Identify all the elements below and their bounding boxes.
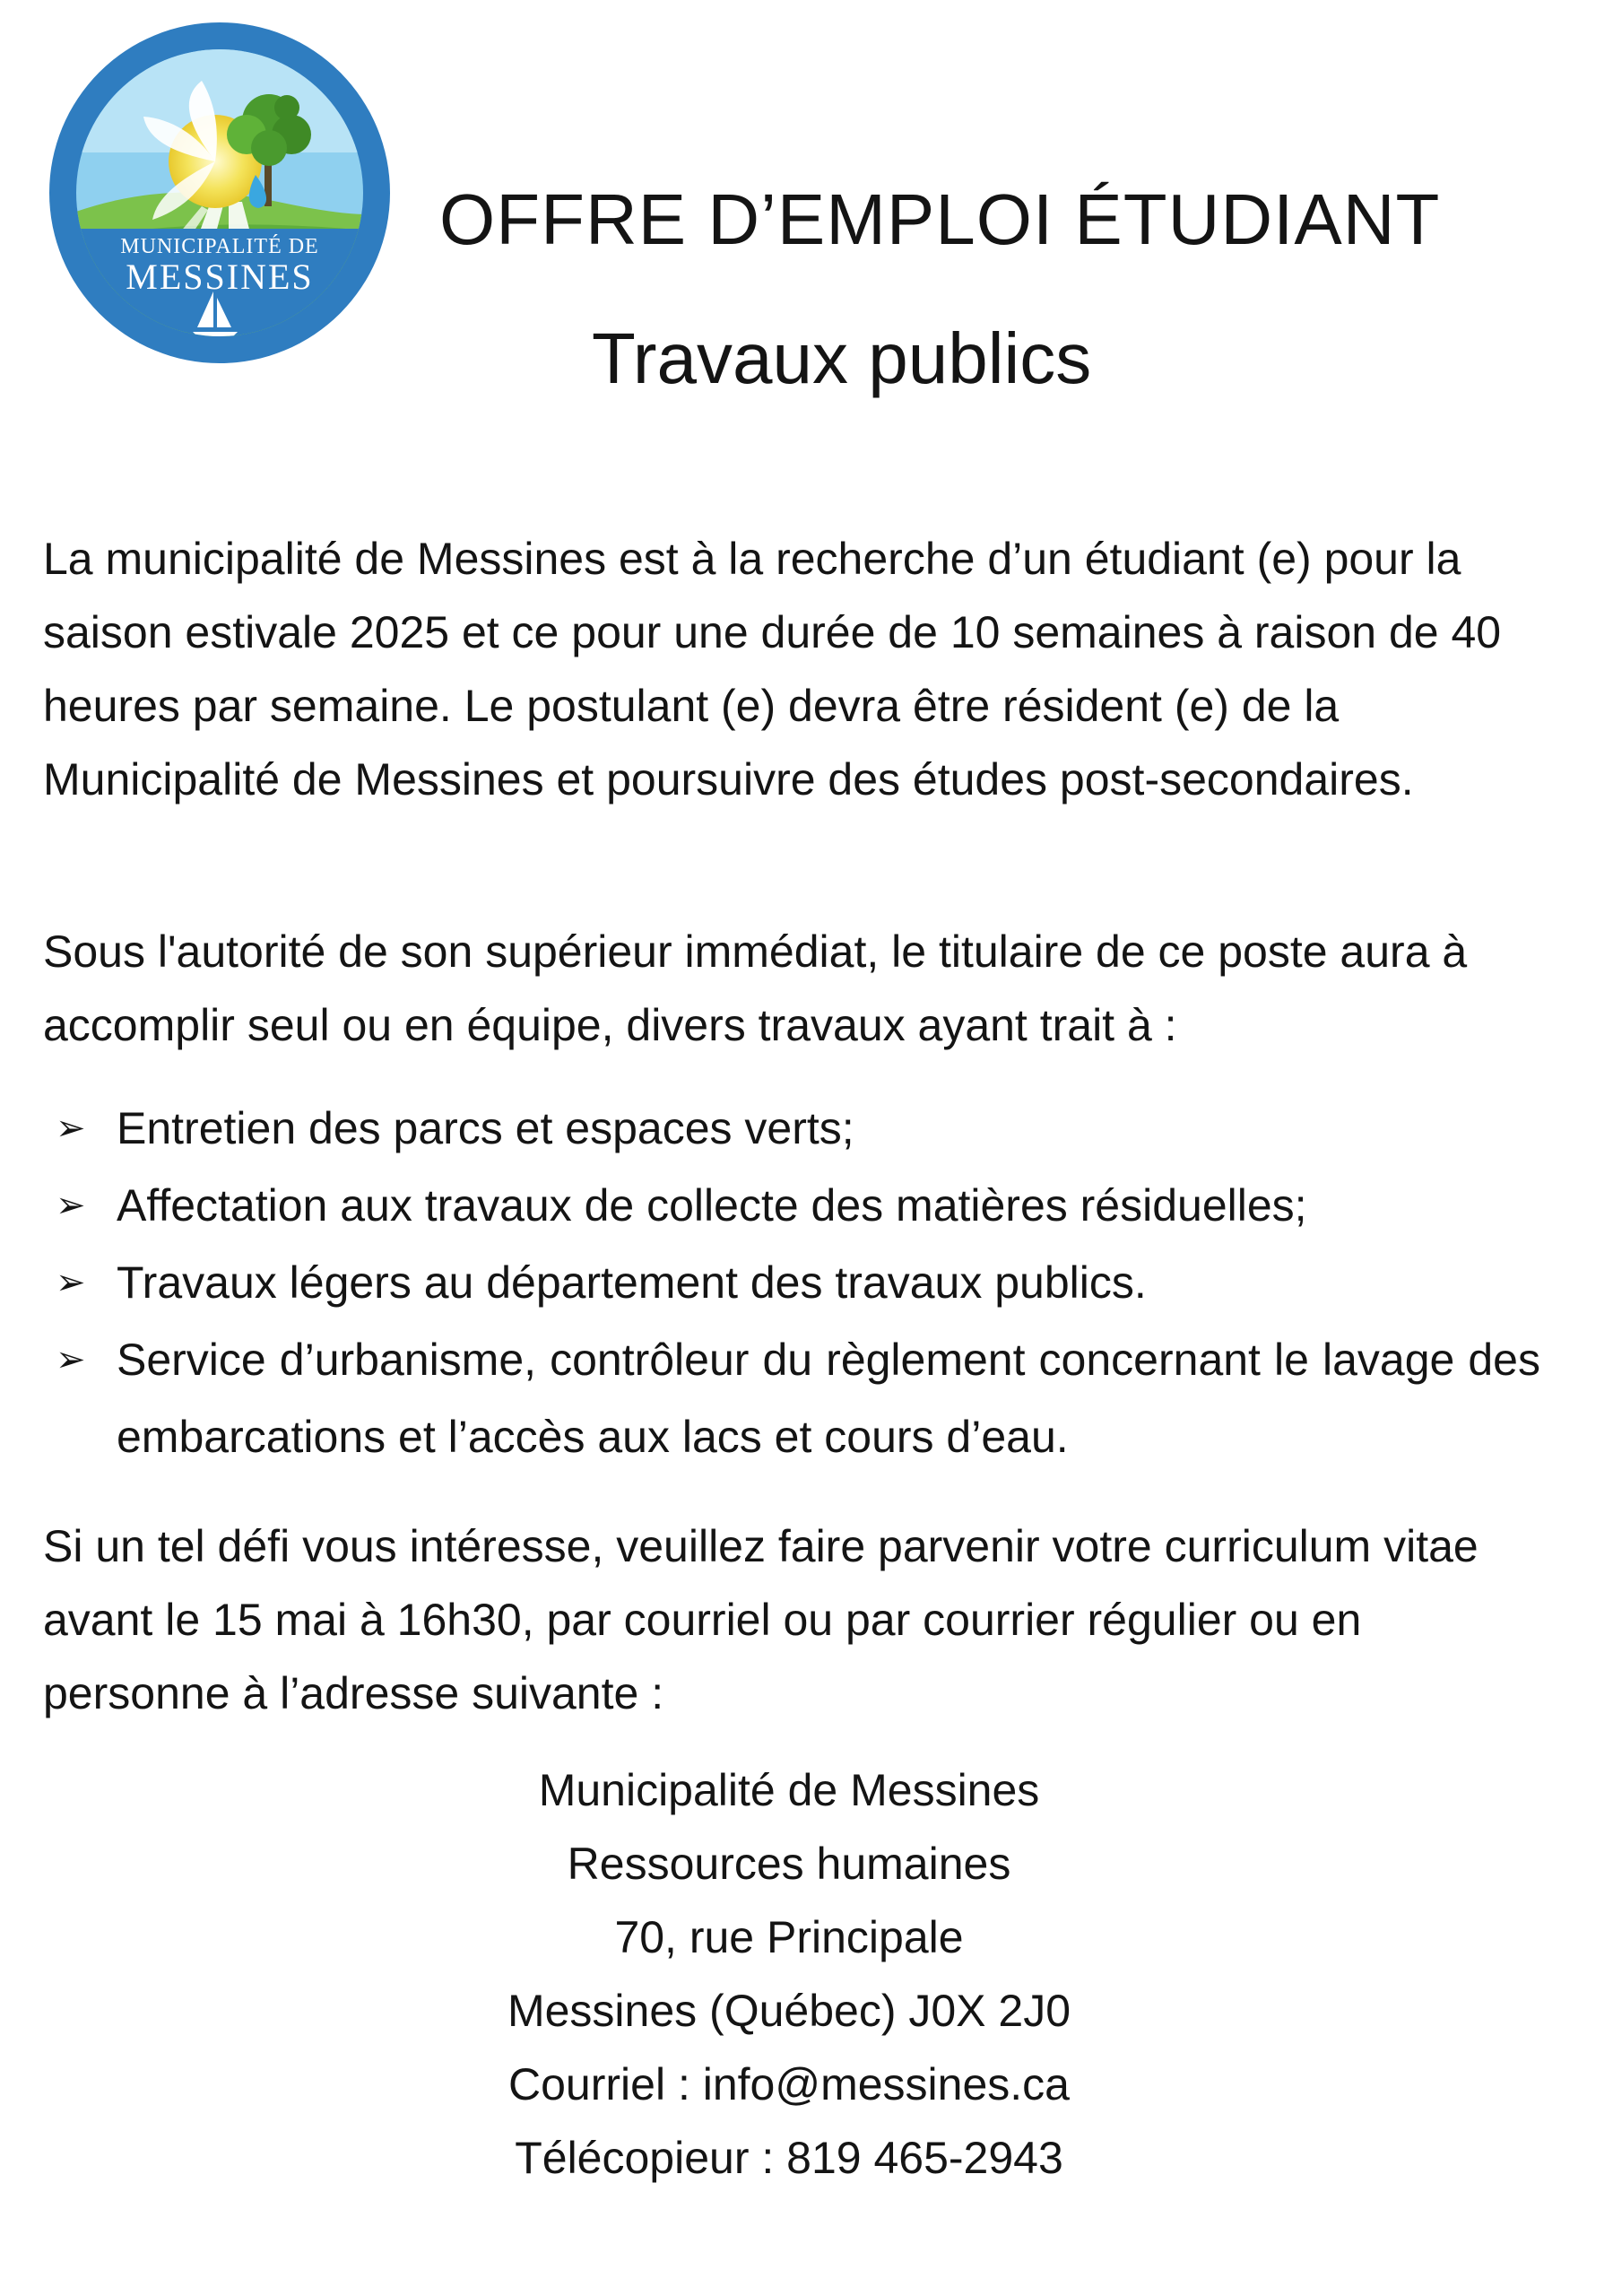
address-street: 70, rue Principale xyxy=(614,1912,964,1962)
arrow-bullet-icon: ➢ xyxy=(56,1108,86,1149)
list-item xyxy=(43,1321,1540,1475)
logo-emblem-icon xyxy=(45,18,395,368)
list-item xyxy=(43,1244,1540,1321)
duties-lead: Sous l'autorité de son supérieur immédiat, le titulaire de ce poste aura à accomplir seul ou en équipe, divers travaux ayant trait à : xyxy=(43,926,1468,1050)
list-item xyxy=(43,1090,1540,1167)
logo-line1: MUNICIPALITÉ DE xyxy=(120,235,319,258)
address-organization: Municipalité de Messines xyxy=(538,1765,1040,1815)
duty-text: Travaux légers au département des travaux publics. xyxy=(117,1257,1147,1308)
address-city: Messines (Québec) J0X 2J0 xyxy=(507,1986,1071,2036)
arrow-bullet-icon: ➢ xyxy=(56,1262,86,1303)
duties-list xyxy=(43,1090,1540,1475)
duty-text: Service d’urbanisme, contrôleur du règlement concernant le lavage des embarcations et l’accès aux lacs et cours d’eau. xyxy=(117,1335,1540,1462)
list-item xyxy=(43,1167,1540,1244)
address-fax: Télécopieur : 819 465-2943 xyxy=(515,2133,1063,2183)
address-department: Ressources humaines xyxy=(567,1839,1011,1889)
duty-text: Affectation aux travaux de collecte des matières résiduelles; xyxy=(117,1180,1307,1231)
page-title: OFFRE D’EMPLOI ÉTUDIANT xyxy=(439,179,1441,259)
address-block xyxy=(0,1753,1578,2195)
page-subtitle: Travaux publics xyxy=(592,318,1092,398)
municipality-logo xyxy=(45,18,395,368)
address-email: Courriel : info@messines.ca xyxy=(508,2059,1070,2109)
arrow-bullet-icon: ➢ xyxy=(56,1185,86,1226)
logo-line2: MESSINES xyxy=(126,257,314,297)
duty-text: Entretien des parcs et espaces verts; xyxy=(117,1103,854,1153)
application-paragraph: Si un tel défi vous intéresse, veuillez faire parvenir votre curriculum vitae avant le 15 mai à 16h30, par courriel ou par courrier régulier ou en personne à l’adresse suivante : xyxy=(43,1521,1479,1718)
arrow-bullet-icon: ➢ xyxy=(56,1339,86,1380)
intro-paragraph: La municipalité de Messines est à la recherche d’un étudiant (e) pour la saison estivale 2025 et ce pour une durée de 10 semaines à raison de 40 heures par semaine. Le postulant (e) devra être résident (e) de la Municipalité de Messines et poursuivre des études post-secondaires. xyxy=(43,534,1502,804)
